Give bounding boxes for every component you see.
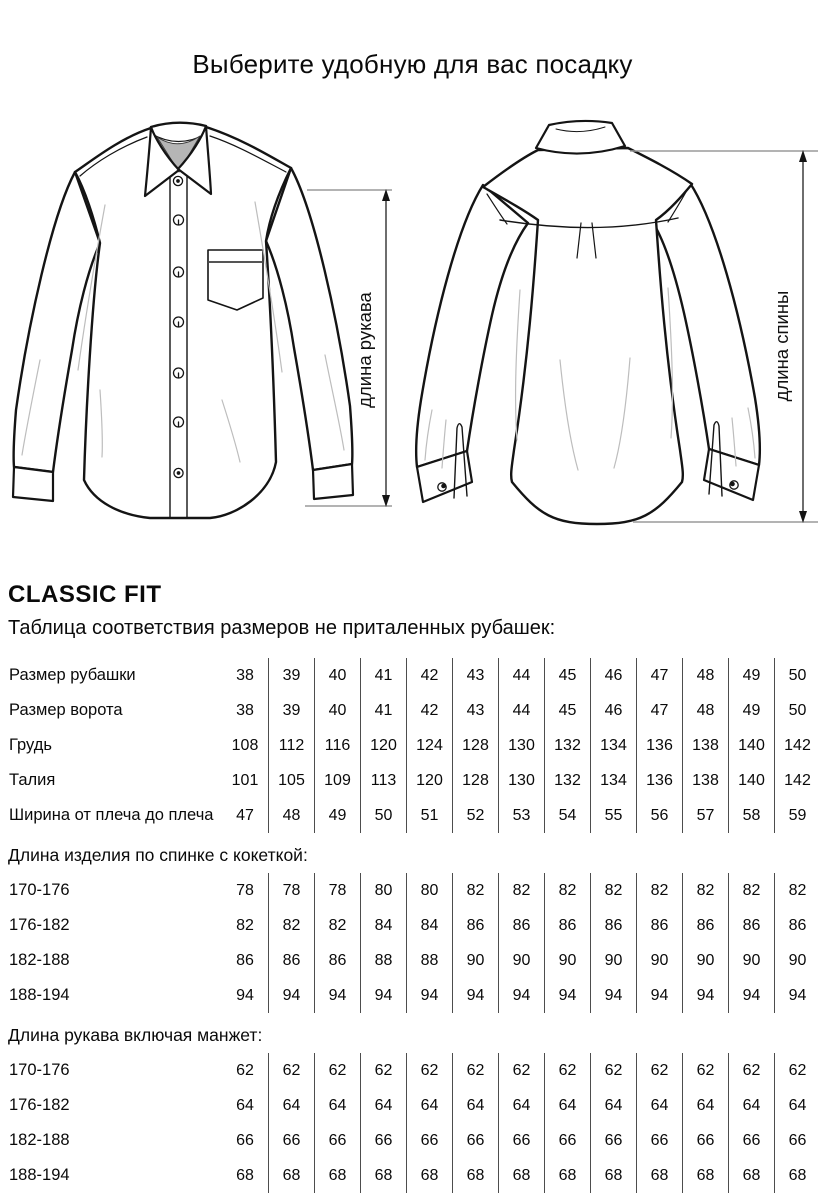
- size-cell: 109: [314, 763, 360, 798]
- size-cell: 140: [728, 728, 774, 763]
- size-cell: 66: [360, 1123, 406, 1158]
- size-cell: 66: [498, 1123, 544, 1158]
- size-cell: 49: [728, 693, 774, 728]
- size-cell: 52: [452, 798, 498, 833]
- size-cell: 64: [360, 1088, 406, 1123]
- size-cell: 113: [360, 763, 406, 798]
- size-cell: 66: [452, 1123, 498, 1158]
- size-cell: 132: [544, 728, 590, 763]
- size-cell: 142: [774, 763, 820, 798]
- size-cell: 48: [682, 693, 728, 728]
- size-cell: 43: [452, 658, 498, 693]
- size-cell: 136: [636, 728, 682, 763]
- size-cell: 78: [314, 873, 360, 908]
- size-cell: 94: [360, 978, 406, 1013]
- size-cell: 140: [728, 763, 774, 798]
- size-cell: 40: [314, 693, 360, 728]
- size-cell: 66: [590, 1123, 636, 1158]
- size-cell: 56: [636, 798, 682, 833]
- size-cell: 62: [544, 1053, 590, 1088]
- size-cell: 86: [636, 908, 682, 943]
- size-cell: 50: [360, 798, 406, 833]
- size-cell: 86: [452, 908, 498, 943]
- size-cell: 128: [452, 728, 498, 763]
- size-cell: 62: [774, 1053, 820, 1088]
- size-cell: 45: [544, 693, 590, 728]
- size-cell: 44: [498, 658, 544, 693]
- size-cell: 82: [314, 908, 360, 943]
- size-cell: 54: [544, 798, 590, 833]
- size-cell: 66: [544, 1123, 590, 1158]
- size-cell: 47: [636, 658, 682, 693]
- row-label: 176-182: [9, 916, 70, 934]
- row-label: 170-176: [9, 1061, 70, 1079]
- size-cell: 90: [544, 943, 590, 978]
- row-label: 188-194: [9, 1166, 70, 1184]
- size-cell: 58: [728, 798, 774, 833]
- size-cell: 64: [682, 1088, 728, 1123]
- size-cell: 50: [774, 693, 820, 728]
- row-label: Размер ворота: [9, 701, 123, 719]
- size-cell: 134: [590, 728, 636, 763]
- size-cell: 120: [406, 763, 452, 798]
- size-cell: 62: [636, 1053, 682, 1088]
- size-cell: 86: [268, 943, 314, 978]
- size-cell: 55: [590, 798, 636, 833]
- size-cell: 39: [268, 693, 314, 728]
- size-cell: 62: [314, 1053, 360, 1088]
- size-cell: 42: [406, 658, 452, 693]
- size-cell: 47: [636, 693, 682, 728]
- size-cell: 46: [590, 693, 636, 728]
- row-label: Грудь: [9, 736, 52, 754]
- size-cell: 39: [268, 658, 314, 693]
- size-cell: 64: [544, 1088, 590, 1123]
- size-cell: 88: [360, 943, 406, 978]
- size-cell: 94: [544, 978, 590, 1013]
- size-cell: 62: [360, 1053, 406, 1088]
- size-cell: 90: [682, 943, 728, 978]
- size-cell: 47: [236, 806, 254, 824]
- size-cell: 68: [728, 1158, 774, 1193]
- size-cell: 78: [236, 881, 254, 899]
- size-cell: 82: [728, 873, 774, 908]
- size-cell: 86: [314, 943, 360, 978]
- size-cell: 68: [544, 1158, 590, 1193]
- size-cell: 138: [682, 763, 728, 798]
- page-title: Выберите удобную для вас посадку: [192, 49, 633, 79]
- table-section-header: Длина рукава включая манжет:: [8, 1025, 263, 1045]
- size-cell: 132: [544, 763, 590, 798]
- size-cell: 64: [452, 1088, 498, 1123]
- size-cell: 94: [268, 978, 314, 1013]
- front-shirt-drawing: [13, 123, 353, 518]
- size-cell: 62: [268, 1053, 314, 1088]
- row-label: Ширина от плеча до плеча: [9, 806, 214, 824]
- size-cell: 134: [590, 763, 636, 798]
- size-cell: 94: [590, 978, 636, 1013]
- size-cell: 50: [774, 658, 820, 693]
- size-cell: 94: [236, 986, 254, 1004]
- size-cell: 66: [636, 1123, 682, 1158]
- size-cell: 62: [590, 1053, 636, 1088]
- size-cell: 94: [498, 978, 544, 1013]
- row-label: 188-194: [9, 986, 70, 1004]
- size-cell: 68: [452, 1158, 498, 1193]
- size-cell: 86: [590, 908, 636, 943]
- size-cell: 90: [452, 943, 498, 978]
- size-cell: 86: [728, 908, 774, 943]
- size-cell: 68: [498, 1158, 544, 1193]
- size-cell: 94: [636, 978, 682, 1013]
- row-label: 182-188: [9, 951, 70, 969]
- size-cell: 94: [774, 978, 820, 1013]
- size-cell: 66: [314, 1123, 360, 1158]
- size-cell: 48: [682, 658, 728, 693]
- size-cell: 86: [498, 908, 544, 943]
- size-cell: 94: [682, 978, 728, 1013]
- size-cell: 130: [498, 728, 544, 763]
- size-cell: 64: [406, 1088, 452, 1123]
- size-cell: 42: [406, 693, 452, 728]
- size-cell: 124: [406, 728, 452, 763]
- size-cell: 101: [231, 771, 259, 789]
- size-cell: 66: [728, 1123, 774, 1158]
- size-cell: 68: [590, 1158, 636, 1193]
- row-label: Талия: [9, 771, 56, 789]
- size-cell: 90: [636, 943, 682, 978]
- size-cell: 49: [314, 798, 360, 833]
- shirt-diagrams: [0, 110, 825, 550]
- size-cell: 62: [728, 1053, 774, 1088]
- size-cell: 51: [406, 798, 452, 833]
- size-cell: 48: [268, 798, 314, 833]
- row-label: 170-176: [9, 881, 70, 899]
- size-cell: 112: [268, 728, 314, 763]
- size-cell: 64: [774, 1088, 820, 1123]
- table-block: [8, 873, 820, 1013]
- size-cell: 82: [682, 873, 728, 908]
- size-cell: 64: [314, 1088, 360, 1123]
- size-cell: 86: [544, 908, 590, 943]
- size-cell: 90: [498, 943, 544, 978]
- size-cell: 86: [774, 908, 820, 943]
- size-cell: 94: [314, 978, 360, 1013]
- size-cell: 128: [452, 763, 498, 798]
- size-cell: 44: [498, 693, 544, 728]
- size-cell: 40: [314, 658, 360, 693]
- size-cell: 86: [236, 951, 254, 969]
- size-cell: 82: [452, 873, 498, 908]
- size-cell: 82: [544, 873, 590, 908]
- size-cell: 64: [268, 1088, 314, 1123]
- size-cell: 68: [682, 1158, 728, 1193]
- size-cell: 68: [314, 1158, 360, 1193]
- table-block: [8, 1053, 820, 1193]
- table-section-header: Длина изделия по спинке с кокеткой:: [8, 845, 308, 865]
- table-subtitle: Таблица соответствия размеров не приталенных рубашек:: [8, 617, 556, 639]
- size-cell: 64: [728, 1088, 774, 1123]
- size-cell: 49: [728, 658, 774, 693]
- size-cell: 82: [268, 908, 314, 943]
- size-cell: 82: [774, 873, 820, 908]
- size-cell: 46: [590, 658, 636, 693]
- size-cell: 41: [360, 693, 406, 728]
- size-cell: 66: [268, 1123, 314, 1158]
- size-cell: 41: [360, 658, 406, 693]
- size-cell: 38: [236, 701, 254, 719]
- size-cell: 94: [452, 978, 498, 1013]
- size-cell: 82: [236, 916, 254, 934]
- size-cell: 130: [498, 763, 544, 798]
- size-cell: 90: [728, 943, 774, 978]
- size-cell: 80: [406, 873, 452, 908]
- size-cell: 94: [406, 978, 452, 1013]
- size-cell: 68: [360, 1158, 406, 1193]
- size-table: [8, 658, 820, 1193]
- fit-heading: CLASSIC FIT: [8, 581, 162, 608]
- row-label: 182-188: [9, 1131, 70, 1149]
- size-cell: 62: [406, 1053, 452, 1088]
- size-cell: 64: [498, 1088, 544, 1123]
- size-cell: 68: [636, 1158, 682, 1193]
- size-cell: 84: [406, 908, 452, 943]
- size-cell: 62: [236, 1061, 254, 1079]
- back-dimension-label: длина спины: [771, 290, 792, 402]
- size-cell: 84: [360, 908, 406, 943]
- size-cell: 57: [682, 798, 728, 833]
- size-cell: 82: [636, 873, 682, 908]
- size-cell: 66: [682, 1123, 728, 1158]
- size-cell: 90: [774, 943, 820, 978]
- size-cell: 90: [590, 943, 636, 978]
- size-cell: 66: [774, 1123, 820, 1158]
- size-cell: 53: [498, 798, 544, 833]
- size-cell: 62: [682, 1053, 728, 1088]
- size-cell: 116: [314, 728, 360, 763]
- row-label: 176-182: [9, 1096, 70, 1114]
- size-cell: 64: [590, 1088, 636, 1123]
- size-cell: 105: [268, 763, 314, 798]
- size-cell: 62: [452, 1053, 498, 1088]
- size-cell: 64: [236, 1096, 254, 1114]
- size-cell: 80: [360, 873, 406, 908]
- row-label: Размер рубашки: [9, 666, 136, 684]
- size-cell: 136: [636, 763, 682, 798]
- size-cell: 59: [774, 798, 820, 833]
- size-cell: 62: [498, 1053, 544, 1088]
- size-cell: 43: [452, 693, 498, 728]
- size-cell: 64: [636, 1088, 682, 1123]
- size-cell: 120: [360, 728, 406, 763]
- size-cell: 82: [498, 873, 544, 908]
- size-cell: 78: [268, 873, 314, 908]
- size-cell: 86: [682, 908, 728, 943]
- size-cell: 66: [236, 1131, 254, 1149]
- size-cell: 108: [231, 736, 259, 754]
- size-cell: 88: [406, 943, 452, 978]
- size-cell: 138: [682, 728, 728, 763]
- size-cell: 68: [406, 1158, 452, 1193]
- back-shirt-drawing: [416, 121, 760, 524]
- size-cell: 38: [236, 666, 254, 684]
- size-cell: 82: [590, 873, 636, 908]
- size-cell: 68: [236, 1166, 254, 1184]
- front-dimension-label: длина рукава: [354, 292, 375, 408]
- size-cell: 66: [406, 1123, 452, 1158]
- size-cell: 142: [774, 728, 820, 763]
- table-block: [8, 658, 820, 833]
- size-cell: 68: [774, 1158, 820, 1193]
- size-cell: 45: [544, 658, 590, 693]
- size-cell: 94: [728, 978, 774, 1013]
- size-cell: 68: [268, 1158, 314, 1193]
